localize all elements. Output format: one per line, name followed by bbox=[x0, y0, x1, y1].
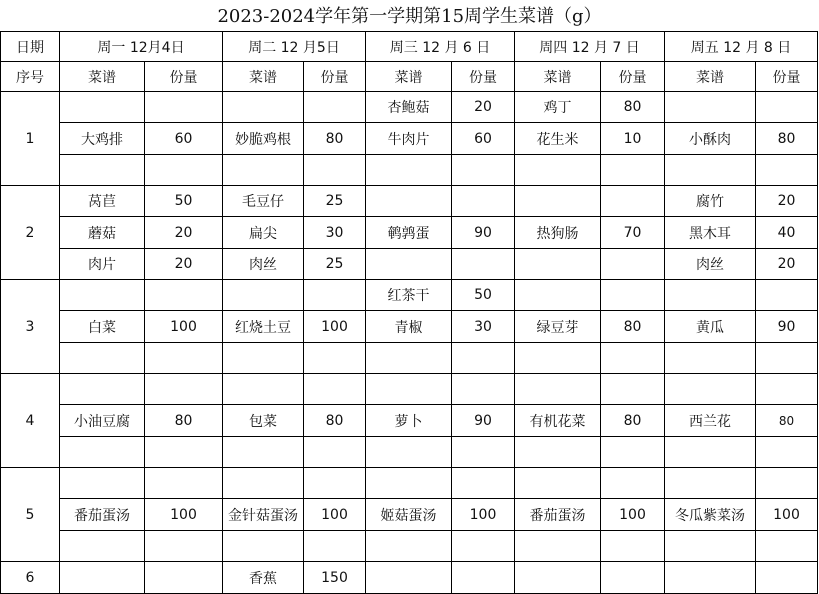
amount-cell bbox=[756, 280, 818, 311]
dish-cell: 冬瓜紫菜汤 bbox=[665, 499, 756, 531]
amount-cell bbox=[756, 468, 818, 499]
dish-cell bbox=[515, 562, 601, 594]
menu-body bbox=[1, 32, 818, 594]
dish-cell bbox=[366, 249, 452, 280]
amount-cell: 100 bbox=[304, 499, 366, 531]
amount-cell: 90 bbox=[452, 217, 515, 249]
dish-cell bbox=[515, 280, 601, 311]
dish-cell: 大鸡排 bbox=[60, 123, 145, 155]
dish-cell bbox=[60, 562, 145, 594]
amount-cell: 25 bbox=[304, 186, 366, 217]
dish-cell: 鸡丁 bbox=[515, 92, 601, 123]
amount-cell bbox=[601, 562, 665, 594]
dish-cell bbox=[223, 531, 304, 562]
dish-cell: 热狗肠 bbox=[515, 217, 601, 249]
amount-cell: 30 bbox=[452, 311, 515, 343]
amount-cell: 80 bbox=[145, 405, 223, 437]
dish-cell: 肉丝 bbox=[665, 249, 756, 280]
amount-column-header: 份量 bbox=[601, 62, 665, 92]
row-index: 6 bbox=[1, 562, 60, 594]
dish-cell bbox=[665, 343, 756, 374]
row-index: 2 bbox=[1, 186, 60, 280]
dish-cell: 绿豆芽 bbox=[515, 311, 601, 343]
dish-cell bbox=[60, 437, 145, 468]
amount-cell bbox=[145, 280, 223, 311]
dish-cell bbox=[366, 437, 452, 468]
amount-cell bbox=[145, 437, 223, 468]
dish-cell bbox=[665, 468, 756, 499]
dish-cell bbox=[60, 374, 145, 405]
dish-cell bbox=[665, 437, 756, 468]
amount-cell: 80 bbox=[756, 123, 818, 155]
dish-cell: 番茄蛋汤 bbox=[60, 499, 145, 531]
amount-column-header: 份量 bbox=[756, 62, 818, 92]
index-label: 序号 bbox=[1, 62, 60, 92]
dish-cell: 毛豆仔 bbox=[223, 186, 304, 217]
amount-cell bbox=[304, 92, 366, 123]
table-row bbox=[1, 249, 818, 280]
amount-cell bbox=[756, 562, 818, 594]
dish-cell: 扁尖 bbox=[223, 217, 304, 249]
dish-cell: 莴苣 bbox=[60, 186, 145, 217]
row-index: 3 bbox=[1, 280, 60, 374]
amount-cell: 20 bbox=[145, 249, 223, 280]
dish-cell bbox=[60, 468, 145, 499]
dish-cell: 包菜 bbox=[223, 405, 304, 437]
amount-cell bbox=[756, 343, 818, 374]
dish-cell bbox=[223, 92, 304, 123]
amount-cell bbox=[452, 562, 515, 594]
amount-cell: 60 bbox=[145, 123, 223, 155]
amount-cell: 90 bbox=[452, 405, 515, 437]
amount-cell: 100 bbox=[452, 499, 515, 531]
dish-cell: 杏鲍菇 bbox=[366, 92, 452, 123]
dish-cell bbox=[515, 374, 601, 405]
table-row bbox=[1, 374, 818, 405]
dish-cell: 蘑菇 bbox=[60, 217, 145, 249]
dish-cell: 红烧土豆 bbox=[223, 311, 304, 343]
dish-cell bbox=[223, 468, 304, 499]
dish-cell: 黑木耳 bbox=[665, 217, 756, 249]
amount-cell: 40 bbox=[756, 217, 818, 249]
dish-cell bbox=[60, 280, 145, 311]
dish-cell bbox=[366, 343, 452, 374]
dish-cell bbox=[515, 155, 601, 186]
dish-cell: 鹌鹑蛋 bbox=[366, 217, 452, 249]
amount-cell: 20 bbox=[756, 249, 818, 280]
row-index: 1 bbox=[1, 92, 60, 186]
menu-table bbox=[0, 31, 818, 594]
dish-cell bbox=[515, 249, 601, 280]
table-row bbox=[1, 311, 818, 343]
dish-cell bbox=[665, 92, 756, 123]
amount-cell bbox=[452, 468, 515, 499]
dish-cell bbox=[515, 531, 601, 562]
table-row bbox=[1, 217, 818, 249]
table-row bbox=[1, 186, 818, 217]
dish-cell: 西兰花 bbox=[665, 405, 756, 437]
dish-cell bbox=[515, 437, 601, 468]
dish-cell bbox=[366, 468, 452, 499]
dish-cell: 肉丝 bbox=[223, 249, 304, 280]
dish-cell: 小油豆腐 bbox=[60, 405, 145, 437]
dish-cell: 萝卜 bbox=[366, 405, 452, 437]
amount-column-header: 份量 bbox=[145, 62, 223, 92]
amount-cell bbox=[145, 562, 223, 594]
amount-cell bbox=[601, 155, 665, 186]
table-row bbox=[1, 343, 818, 374]
dish-cell: 肉片 bbox=[60, 249, 145, 280]
header-row-dates bbox=[1, 32, 818, 62]
amount-cell bbox=[304, 374, 366, 405]
amount-cell: 50 bbox=[452, 280, 515, 311]
amount-cell: 80 bbox=[601, 311, 665, 343]
amount-column-header: 份量 bbox=[452, 62, 515, 92]
amount-cell: 80 bbox=[304, 123, 366, 155]
amount-cell bbox=[601, 343, 665, 374]
dish-cell bbox=[515, 468, 601, 499]
amount-cell: 150 bbox=[304, 562, 366, 594]
header-row-columns bbox=[1, 62, 818, 92]
amount-cell bbox=[756, 531, 818, 562]
amount-cell bbox=[756, 155, 818, 186]
amount-cell: 90 bbox=[756, 311, 818, 343]
dish-cell: 小酥肉 bbox=[665, 123, 756, 155]
amount-cell bbox=[601, 468, 665, 499]
table-row bbox=[1, 499, 818, 531]
dish-cell bbox=[60, 343, 145, 374]
amount-cell bbox=[452, 437, 515, 468]
dish-cell bbox=[366, 186, 452, 217]
amount-cell: 100 bbox=[756, 499, 818, 531]
amount-cell bbox=[304, 531, 366, 562]
page-title: 2023-2024学年第一学期第15周学生菜谱（g） bbox=[217, 6, 602, 27]
amount-cell: 80 bbox=[601, 405, 665, 437]
dish-cell bbox=[60, 92, 145, 123]
dish-cell bbox=[665, 531, 756, 562]
day-header: 周五 12 月 8 日 bbox=[665, 32, 818, 62]
amount-cell: 100 bbox=[145, 499, 223, 531]
amount-cell: 25 bbox=[304, 249, 366, 280]
table-row bbox=[1, 92, 818, 123]
amount-cell: 60 bbox=[452, 123, 515, 155]
amount-cell bbox=[145, 343, 223, 374]
amount-cell bbox=[304, 343, 366, 374]
amount-cell bbox=[452, 155, 515, 186]
dish-cell: 牛肉片 bbox=[366, 123, 452, 155]
amount-cell: 20 bbox=[756, 186, 818, 217]
amount-cell bbox=[145, 531, 223, 562]
amount-cell: 20 bbox=[452, 92, 515, 123]
amount-cell: 20 bbox=[145, 217, 223, 249]
amount-cell: 80 bbox=[304, 405, 366, 437]
amount-cell bbox=[756, 437, 818, 468]
table-row bbox=[1, 562, 818, 594]
amount-cell: 30 bbox=[304, 217, 366, 249]
amount-cell bbox=[601, 437, 665, 468]
dish-cell bbox=[223, 374, 304, 405]
amount-cell bbox=[452, 531, 515, 562]
day-header: 周二 12 月5日 bbox=[223, 32, 366, 62]
amount-cell: 50 bbox=[145, 186, 223, 217]
amount-cell: 10 bbox=[601, 123, 665, 155]
dish-cell: 青椒 bbox=[366, 311, 452, 343]
row-index: 5 bbox=[1, 468, 60, 562]
dish-cell bbox=[223, 343, 304, 374]
dish-cell bbox=[665, 562, 756, 594]
dish-column-header: 菜谱 bbox=[60, 62, 145, 92]
dish-cell bbox=[665, 374, 756, 405]
dish-cell: 番茄蛋汤 bbox=[515, 499, 601, 531]
day-header: 周三 12 月 6 日 bbox=[366, 32, 515, 62]
dish-cell: 妙脆鸡根 bbox=[223, 123, 304, 155]
dish-cell: 金针菇蛋汤 bbox=[223, 499, 304, 531]
dish-cell: 腐竹 bbox=[665, 186, 756, 217]
amount-cell bbox=[601, 374, 665, 405]
dish-cell bbox=[366, 155, 452, 186]
table-row bbox=[1, 280, 818, 311]
dish-cell bbox=[223, 155, 304, 186]
dish-cell bbox=[515, 186, 601, 217]
amount-cell: 100 bbox=[145, 311, 223, 343]
amount-cell: 100 bbox=[304, 311, 366, 343]
table-row bbox=[1, 468, 818, 499]
amount-cell bbox=[756, 374, 818, 405]
table-row bbox=[1, 405, 818, 437]
dish-cell bbox=[60, 155, 145, 186]
dish-column-header: 菜谱 bbox=[366, 62, 452, 92]
table-row bbox=[1, 123, 818, 155]
amount-cell bbox=[601, 186, 665, 217]
dish-cell: 香蕉 bbox=[223, 562, 304, 594]
amount-cell bbox=[304, 280, 366, 311]
amount-cell bbox=[601, 531, 665, 562]
dish-cell bbox=[366, 531, 452, 562]
dish-cell bbox=[515, 343, 601, 374]
day-header: 周一 12月4日 bbox=[60, 32, 223, 62]
dish-cell bbox=[223, 437, 304, 468]
dish-cell bbox=[366, 374, 452, 405]
dish-column-header: 菜谱 bbox=[223, 62, 304, 92]
dish-cell bbox=[366, 562, 452, 594]
date-label: 日期 bbox=[1, 32, 60, 62]
dish-cell: 红茶干 bbox=[366, 280, 452, 311]
amount-cell bbox=[601, 280, 665, 311]
amount-cell bbox=[304, 437, 366, 468]
amount-cell bbox=[145, 468, 223, 499]
amount-cell bbox=[756, 92, 818, 123]
amount-cell: 70 bbox=[601, 217, 665, 249]
dish-cell: 有机花菜 bbox=[515, 405, 601, 437]
dish-cell: 花生米 bbox=[515, 123, 601, 155]
amount-cell bbox=[145, 374, 223, 405]
amount-cell: 80 bbox=[601, 92, 665, 123]
dish-column-header: 菜谱 bbox=[515, 62, 601, 92]
dish-cell: 姬菇蛋汤 bbox=[366, 499, 452, 531]
amount-cell bbox=[145, 92, 223, 123]
amount-cell bbox=[304, 155, 366, 186]
amount-cell bbox=[452, 186, 515, 217]
table-row bbox=[1, 155, 818, 186]
day-header: 周四 12 月 7 日 bbox=[515, 32, 665, 62]
dish-cell bbox=[665, 280, 756, 311]
amount-cell bbox=[452, 343, 515, 374]
amount-cell bbox=[304, 468, 366, 499]
amount-cell bbox=[452, 374, 515, 405]
dish-cell bbox=[60, 531, 145, 562]
amount-cell: 80 bbox=[756, 405, 818, 437]
table-row bbox=[1, 437, 818, 468]
row-index: 4 bbox=[1, 374, 60, 468]
amount-column-header: 份量 bbox=[304, 62, 366, 92]
dish-cell: 白菜 bbox=[60, 311, 145, 343]
dish-cell: 黄瓜 bbox=[665, 311, 756, 343]
dish-cell bbox=[223, 280, 304, 311]
amount-cell bbox=[145, 155, 223, 186]
dish-cell bbox=[665, 155, 756, 186]
amount-cell bbox=[601, 249, 665, 280]
dish-column-header: 菜谱 bbox=[665, 62, 756, 92]
amount-cell bbox=[452, 249, 515, 280]
table-row bbox=[1, 531, 818, 562]
amount-cell: 100 bbox=[601, 499, 665, 531]
